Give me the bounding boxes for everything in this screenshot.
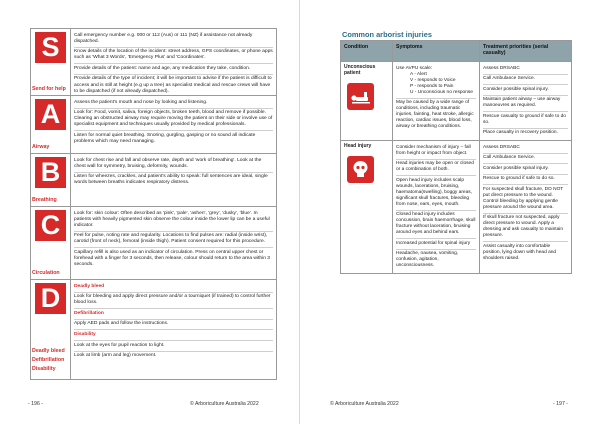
avpu-item: V - responds to Voice bbox=[410, 77, 456, 83]
col-header: Treatment priorities (serial casualty) bbox=[480, 41, 572, 62]
text-line: Open head injury includes scalp wounds, lacerations, bruising, haematoma(swelling), boggy areas, significant skull fractures, bleeding from nose, ears, eyes, mouth. bbox=[396, 176, 476, 211]
row-label: Airway bbox=[32, 144, 50, 150]
text-line: Place casualty in recovery position. bbox=[483, 130, 558, 135]
text-line: Know details of the location of the incident: street address, GPS coordinates, or phone apps such as 'What 3 Words', 'Emergency Plus' and 'Coordinates'. bbox=[74, 48, 273, 65]
text-line: Head injuries may be open or closed or a combination of both. bbox=[396, 160, 476, 177]
text-line: Feel for pulse, noting rate and regularity. Locations to find pulses are: radial (inside wrist), carotid (front of neck), femoral (inside thigh). Patient consent required for this procedure. bbox=[74, 232, 273, 249]
text-line: Closed head injury includes concussion, brain haemorrhage, skull fracture without laceration, bruising around eyes and behind ears. bbox=[396, 211, 476, 240]
row-label: Defibrillation bbox=[32, 357, 65, 363]
text-line: Assess DRSABC bbox=[483, 64, 568, 75]
text-line: Assist casualty into comfortable position, lying down with head and shoulders raised. bbox=[483, 243, 557, 261]
row-label: Disability bbox=[32, 366, 56, 372]
text-line: Consider mechanism of injury – fall from height or impact from object. bbox=[396, 143, 476, 160]
text-line: Call emergency number e.g. 000 or 112 (Aus) or 111 (NZ) if assistance not already dispatched. bbox=[74, 31, 273, 48]
row-circulation bbox=[31, 207, 276, 280]
text-line: Look for: Food, vomit, saliva, foreign objects, broken teeth, blood and remove if possible. Clearing an obstructed airway may require moving the patient on their side or involve use of specialist equipment and techniques usually provided by medical professionals. bbox=[74, 109, 273, 132]
treatment-cell bbox=[480, 141, 572, 274]
section-heading: Deadly bleed bbox=[74, 282, 273, 293]
col-header: Symptoms bbox=[393, 41, 480, 62]
desc-cell bbox=[71, 29, 276, 95]
letter-a-icon: A bbox=[35, 99, 66, 130]
avpu-item: P - responds to Pain bbox=[410, 83, 454, 89]
text-line: Increased potential for spinal injury bbox=[396, 239, 476, 250]
symptoms-cell bbox=[393, 62, 480, 141]
text-line: Headache, nausea, vomiting, confusion, agitation, unconsciousness. bbox=[396, 251, 459, 268]
symptoms-cell bbox=[393, 141, 480, 274]
table-row bbox=[341, 62, 572, 141]
avpu-item: A - Alert bbox=[410, 71, 427, 77]
table-row bbox=[341, 141, 572, 274]
text-line: Look for: skin colour: Often described as 'pink', 'pale', 'ashen', 'grey', 'dusky', 'blue'. In patients with heavily pigmented skin observe the colour inside the lower lip can be a useful indicator. bbox=[74, 209, 273, 232]
row-send-for-help bbox=[31, 29, 276, 96]
row-airway bbox=[31, 96, 276, 154]
text-line: Rescue casualty to ground if safe to do so. bbox=[483, 112, 568, 129]
row-label: Deadly bleed bbox=[32, 348, 65, 354]
desc-cell bbox=[71, 96, 276, 153]
unconscious-person-icon bbox=[347, 83, 374, 110]
text-line: For suspected skull fracture, DO NOT put direct pressure to the wound. Control bleeding by applying gentle pressure around the wound area. bbox=[483, 185, 568, 214]
text-line: Assess DRSABC bbox=[483, 143, 568, 154]
desc-cell bbox=[71, 207, 276, 279]
text-line: Call Ambulance Service. bbox=[483, 75, 568, 86]
letter-cell bbox=[31, 96, 71, 153]
desc-cell bbox=[71, 154, 276, 206]
row-labels bbox=[32, 347, 65, 374]
text-line: Listen for wheezes, crackles, and patient's ability to speak: full sentences are ideal, single words between breaths indicates respiratory distress. bbox=[74, 174, 268, 186]
section-heading: Disability bbox=[74, 330, 273, 341]
text-line: Consider possible spinal injury. bbox=[483, 164, 568, 175]
text-line: May be caused by a wide range of conditions, including traumatic injuries, fainting, heat stroke, allergic reaction, cardiac issues, blood loss, airway or breathing conditions. bbox=[396, 100, 474, 129]
page-number-right: - 197 - bbox=[553, 401, 568, 407]
text-line: Consider possible spinal injury. bbox=[483, 85, 568, 96]
condition-name: Head injury bbox=[344, 143, 372, 149]
row-label: Circulation bbox=[32, 270, 60, 276]
text-line bbox=[396, 64, 476, 99]
avpu-item: U - Unconscious no response bbox=[410, 89, 473, 95]
row-d bbox=[31, 280, 276, 379]
skull-icon bbox=[347, 156, 374, 183]
letter-cell bbox=[31, 280, 71, 379]
text-line: Assess the patient's mouth and nose by looking and listening. bbox=[74, 98, 273, 109]
sabcd-table bbox=[30, 28, 277, 380]
letter-c-icon: C bbox=[35, 210, 66, 241]
letter-cell bbox=[31, 207, 71, 279]
text-line: Rescue to ground if safe to do so. bbox=[483, 175, 568, 186]
text-line: Look for chest rise and fall and observe rate, depth and 'work of breathing'. Look at the chest wall for symmetry, bruising, deformity, wounds. bbox=[74, 156, 273, 173]
text-line: Provide details of the type of incident; it will be important to advise if the patient is difficult to access and is still at height (e.g up a tree) as specialist medical and rescue crews will have to be dispatched (if not already dispatched). bbox=[74, 76, 272, 94]
text-line: Capillary refill is also used as an indicator of circulation. Press on central upper chest or forehead with a finger for 3 seconds, then release, colour should return to the area within 3 seconds. bbox=[74, 249, 271, 268]
condition-cell bbox=[341, 62, 393, 141]
page-title: Common arborist injuries bbox=[342, 30, 432, 39]
text-line: Apply AED pads and follow the instructions. bbox=[74, 320, 273, 331]
desc-cell bbox=[71, 280, 276, 379]
text-line: If skull fracture not suspected, apply direct pressure to wound. Apply a dressing and ask casualty to maintain pressure. bbox=[483, 214, 568, 243]
letter-s-icon: S bbox=[35, 32, 66, 63]
letter-d-icon: D bbox=[35, 283, 66, 314]
row-label: Breathing bbox=[32, 197, 57, 203]
text-line: Listen for normal quiet breathing. Snoring, gurgling, gasping or no sound all indicate problems which may need managing. bbox=[74, 132, 256, 144]
condition-cell bbox=[341, 141, 393, 274]
text-line: Call Ambulance Service. bbox=[483, 154, 568, 165]
page-gutter bbox=[299, 0, 300, 424]
row-label: Send for help bbox=[32, 86, 66, 92]
letter-b-icon: B bbox=[35, 157, 66, 188]
col-header: Condition bbox=[341, 41, 393, 62]
row-breathing bbox=[31, 154, 276, 207]
avpu-intro: Use AVPU scale: bbox=[396, 65, 433, 71]
text-line: Look at limb (arm and leg) movement. bbox=[74, 353, 157, 359]
text-line: Look at the eyes for pupil reaction to light. bbox=[74, 341, 273, 352]
section-heading: Defibrillation bbox=[74, 309, 273, 320]
text-line: Look for bleeding and apply direct pressure and/or a tourniquet (if trained) to control further blood loss. bbox=[74, 293, 273, 310]
copyright-right: © Arboriculture Australia 2022 bbox=[330, 401, 399, 407]
table-header-row bbox=[341, 41, 572, 62]
condition-name: Unconscious patient bbox=[344, 64, 376, 77]
letter-cell bbox=[31, 29, 71, 95]
page-number-left: - 196 - bbox=[28, 401, 43, 407]
copyright-left: © Arboriculture Australia 2022 bbox=[190, 401, 259, 407]
text-line: Maintain patient airway – use airway manoeuvres as required. bbox=[483, 96, 568, 113]
letter-cell bbox=[31, 154, 71, 206]
text-line: Provide details of the patient: name and age, any medication they take, condition. bbox=[74, 64, 273, 75]
injuries-table bbox=[340, 40, 572, 274]
treatment-cell bbox=[480, 62, 572, 141]
